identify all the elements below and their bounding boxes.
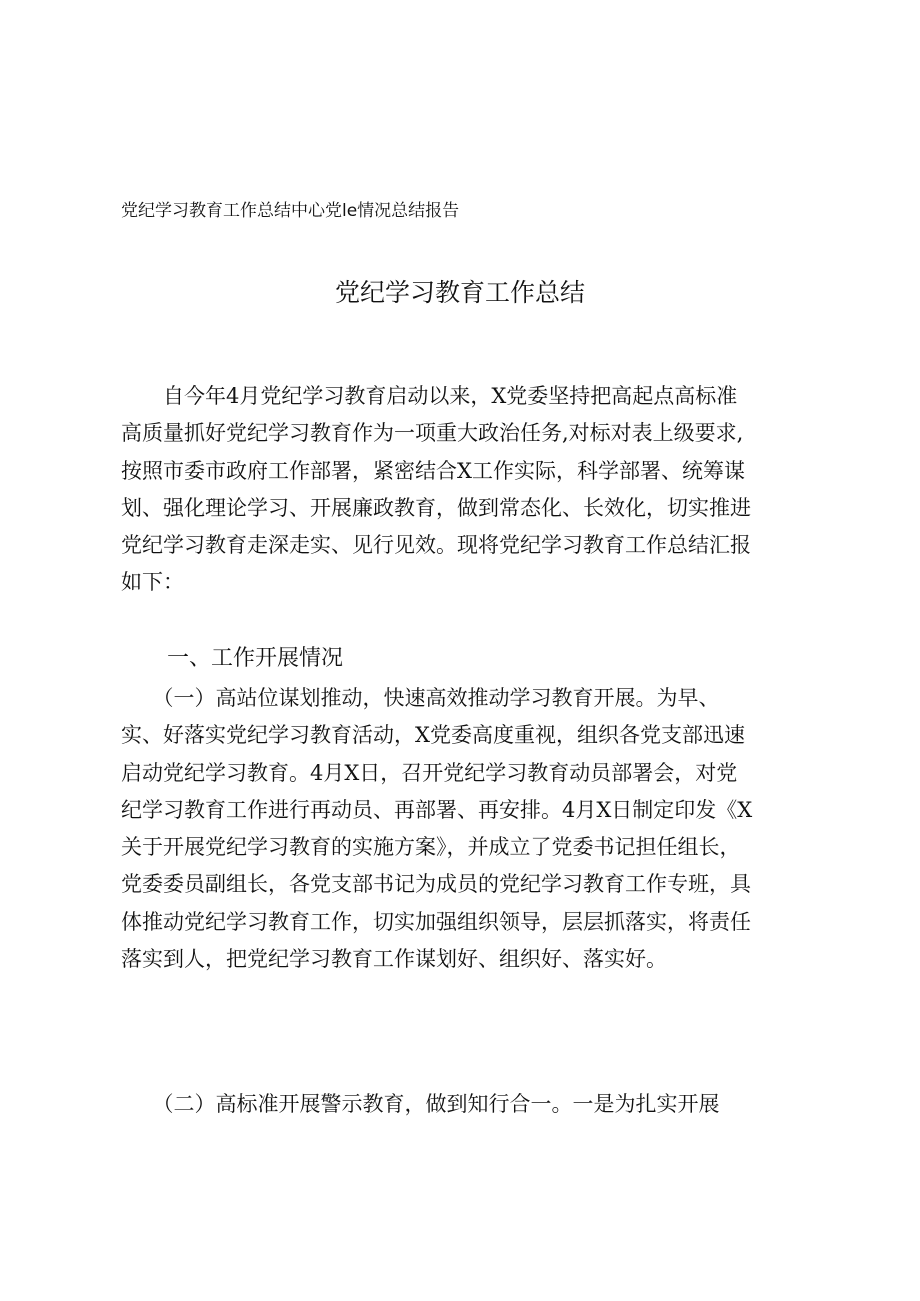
paragraph-line: 划、强化理论学习、开展廉政教育，做到常态化、长效化，切实推进	[121, 495, 751, 520]
paragraph-line: （二）高标准开展警示教育，做到知行合一。一是为扎实开展	[121, 1092, 720, 1116]
paragraph-line: 党委委员副组长，各党支部书记为成员的党纪学习教育工作专班，具	[121, 872, 751, 897]
section-heading: 一、工作开展情况	[167, 646, 344, 671]
intro-paragraph	[121, 378, 751, 602]
document-header: 党纪学习教育工作总结中心党le情况总结报告	[121, 201, 460, 221]
paragraph-line: 启动党纪学习教育。4月X日，召开党纪学习教育动员部署会，对党	[121, 760, 738, 785]
paragraph-line: （一）高站位谋划推动，快速高效推动学习教育开展。为早、	[121, 686, 720, 710]
paragraph-line: 党纪学习教育走深走实、见行见效。现将党纪学习教育工作总结汇报	[121, 533, 751, 558]
paragraph-line: 自今年4月党纪学习教育启动以来，X党委坚持把高起点高标准	[121, 384, 738, 408]
paragraph-line: 体推动党纪学习教育工作，切实加强组织领导，层层抓落实，将责任	[121, 909, 751, 934]
paragraph-line: 高质量抓好党纪学习教育作为一项重大政治任务,对标对表上级要求,	[121, 421, 744, 446]
paragraph-line: 落实到人，把党纪学习教育工作谋划好、组织好、落实好。	[121, 947, 667, 972]
paragraph-line: 关于开展党纪学习教育的实施方案》，并成立了党委书记担任组长，	[121, 835, 741, 860]
paragraph-line: 纪学习教育工作进行再动员、再部署、再安排。4月X日制定印发《X	[121, 797, 753, 822]
item-one-paragraph	[121, 680, 752, 978]
document-title: 党纪学习教育工作总结	[334, 278, 585, 307]
item-two-paragraph	[121, 1086, 720, 1123]
paragraph-line: 如下：	[121, 570, 184, 595]
paragraph-line: 实、好落实党纪学习教育活动，X党委高度重视，组织各党支部迅速	[121, 723, 745, 748]
paragraph-line: 按照市委市政府工作部署，紧密结合X工作实际，科学部署、统筹谋	[121, 458, 745, 483]
